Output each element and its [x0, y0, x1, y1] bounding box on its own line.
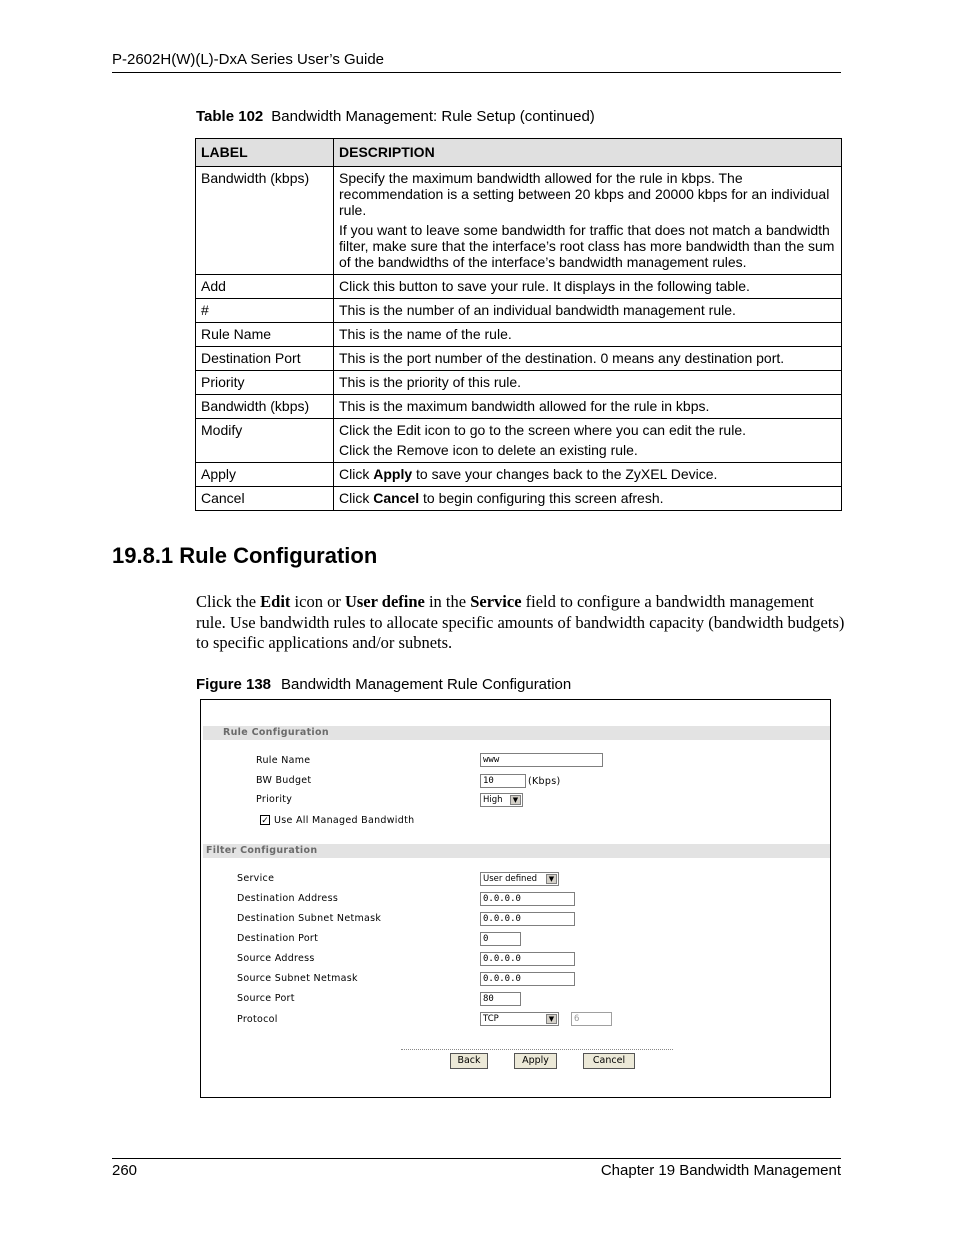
- para-bold: Edit: [260, 592, 291, 611]
- description-paragraph: Specify the maximum bandwidth allowed for the rule in kbps. The recommendation is a setting between 20 kbps and 20000 kbps for an individual rule.: [339, 170, 830, 218]
- figure-caption-number: Figure 138: [196, 676, 272, 693]
- para-bold: User define: [344, 592, 425, 611]
- destination-port-label: Destination Port: [237, 933, 319, 944]
- column-header-description: DESCRIPTION: [334, 139, 842, 167]
- destination-address-label: Destination Address: [237, 893, 339, 904]
- table-row: [196, 395, 842, 419]
- table-row: [196, 323, 842, 347]
- row-label: Bandwidth (kbps): [196, 395, 334, 419]
- figure-caption: [196, 676, 571, 693]
- source-netmask-label: Source Subnet Netmask: [237, 973, 358, 984]
- source-address-input[interactable]: 0.0.0.0: [480, 952, 575, 966]
- table-row: [196, 167, 842, 275]
- section-heading: 19.8.1 Rule Configuration: [112, 543, 378, 568]
- rule-name-input[interactable]: www: [480, 753, 603, 767]
- service-label: Service: [237, 873, 275, 884]
- description-bold: Cancel: [373, 490, 420, 506]
- row-description: Click this button to save your rule. It displays in the following table.: [334, 275, 842, 299]
- use-all-label: Use All Managed Bandwidth: [274, 815, 415, 826]
- row-description: [334, 167, 842, 275]
- filter-config-title: Filter Configuration: [206, 845, 318, 856]
- chevron-down-icon[interactable]: ▼: [510, 795, 521, 805]
- priority-select[interactable]: [480, 793, 523, 807]
- button-divider: [401, 1049, 673, 1050]
- protocol-number-input: 6: [571, 1012, 612, 1026]
- column-header-label: LABEL: [196, 139, 334, 167]
- row-description: [334, 419, 842, 463]
- chapter-title: Chapter 19 Bandwidth Management: [600, 1162, 841, 1179]
- row-description: [334, 463, 842, 487]
- header-rule: [112, 72, 841, 73]
- protocol-selected: TCP: [483, 1014, 499, 1024]
- description-text: Click: [339, 466, 374, 482]
- description-text: Click: [339, 490, 374, 506]
- use-all-checkbox[interactable]: ✓: [261, 815, 269, 825]
- chevron-down-icon[interactable]: ▼: [546, 1014, 557, 1024]
- apply-button[interactable]: Apply: [514, 1053, 557, 1069]
- table-row: [196, 487, 842, 511]
- table-row: [196, 299, 842, 323]
- bw-budget-label: BW Budget: [256, 775, 312, 786]
- row-description: This is the name of the rule.: [334, 323, 842, 347]
- row-label: Bandwidth (kbps): [196, 167, 334, 275]
- table-row: [196, 347, 842, 371]
- row-label: Cancel: [196, 487, 334, 511]
- rule-configuration-screen: [200, 699, 831, 1098]
- priority-selected: High: [483, 795, 503, 805]
- figure-caption-text: Bandwidth Management Rule Configuration: [281, 676, 572, 693]
- table-row: [196, 371, 842, 395]
- row-label: #: [196, 299, 334, 323]
- description-paragraph: Click the Remove icon to delete an existing rule.: [339, 442, 638, 458]
- table-row: [196, 463, 842, 487]
- priority-label: Priority: [256, 794, 293, 805]
- destination-netmask-input[interactable]: 0.0.0.0: [480, 912, 575, 926]
- source-port-label: Source Port: [237, 993, 295, 1004]
- back-button[interactable]: Back: [450, 1053, 488, 1069]
- row-description: This is the maximum bandwidth allowed for the rule in kbps.: [334, 395, 842, 419]
- row-label: Apply: [196, 463, 334, 487]
- table-header-row: [196, 139, 842, 167]
- cancel-button[interactable]: Cancel: [583, 1053, 635, 1069]
- source-netmask-input[interactable]: 0.0.0.0: [480, 972, 575, 986]
- table-caption-text: Bandwidth Management: Rule Setup (continued): [271, 108, 595, 125]
- description-bold: Apply: [373, 466, 413, 482]
- footer-rule: [112, 1158, 841, 1159]
- row-label: Destination Port: [196, 347, 334, 371]
- table-row: [196, 419, 842, 463]
- destination-port-input[interactable]: 0: [480, 932, 521, 946]
- protocol-select[interactable]: [480, 1012, 559, 1026]
- protocol-label: Protocol: [237, 1014, 278, 1025]
- rule-name-label: Rule Name: [256, 755, 311, 766]
- destination-address-input[interactable]: 0.0.0.0: [480, 892, 575, 906]
- table-row: [196, 275, 842, 299]
- row-label: Modify: [196, 419, 334, 463]
- page-number: 260: [112, 1162, 138, 1179]
- source-address-label: Source Address: [237, 953, 315, 964]
- bw-budget-input[interactable]: 10: [480, 774, 526, 788]
- description-text: to save your changes back to the ZyXEL Device.: [412, 466, 718, 482]
- rule-config-band: [203, 726, 830, 740]
- guide-title: P-2602H(W)(L)-DxA Series User’s Guide: [112, 51, 385, 68]
- description-paragraph: Click the Edit icon to go to the screen where you can edit the rule.: [339, 422, 747, 438]
- filter-config-band: [203, 844, 830, 858]
- para-text: icon or: [290, 592, 345, 611]
- source-port-input[interactable]: 80: [480, 992, 521, 1006]
- row-description: This is the port number of the destination. 0 means any destination port.: [334, 347, 842, 371]
- table-caption: [196, 108, 595, 125]
- para-bold: Service: [470, 592, 522, 611]
- chevron-down-icon[interactable]: ▼: [546, 874, 557, 884]
- table-caption-number: Table 102: [196, 108, 264, 125]
- para-text: in the: [424, 592, 471, 611]
- destination-netmask-label: Destination Subnet Netmask: [237, 913, 382, 924]
- row-description: [334, 487, 842, 511]
- para-text: Click the: [196, 592, 261, 611]
- row-label: Priority: [196, 371, 334, 395]
- service-select[interactable]: [480, 872, 559, 886]
- row-label: Rule Name: [196, 323, 334, 347]
- description-paragraph: If you want to leave some bandwidth for traffic that does not match a bandwidth filter, make sure that the interface’s root class has more bandwidth than the sum of the bandwidths of the interface’s bandwidth management rules.: [339, 222, 835, 270]
- bw-budget-unit: (Kbps): [528, 776, 561, 787]
- service-selected: User defined: [483, 874, 538, 884]
- rule-config-title: Rule Configuration: [223, 727, 329, 738]
- para-text: field to configure a bandwidth management rule. Use bandwidth rules to allocate specific amounts of bandwidth capacity (bandwidth budgets) to specific applications and/or subnets.: [196, 592, 845, 652]
- row-description: This is the number of an individual bandwidth management rule.: [334, 299, 842, 323]
- row-label: Add: [196, 275, 334, 299]
- section-paragraph: [196, 592, 846, 654]
- row-description: This is the priority of this rule.: [334, 371, 842, 395]
- rule-setup-table: [195, 138, 842, 511]
- description-text: to begin configuring this screen afresh.: [419, 490, 664, 506]
